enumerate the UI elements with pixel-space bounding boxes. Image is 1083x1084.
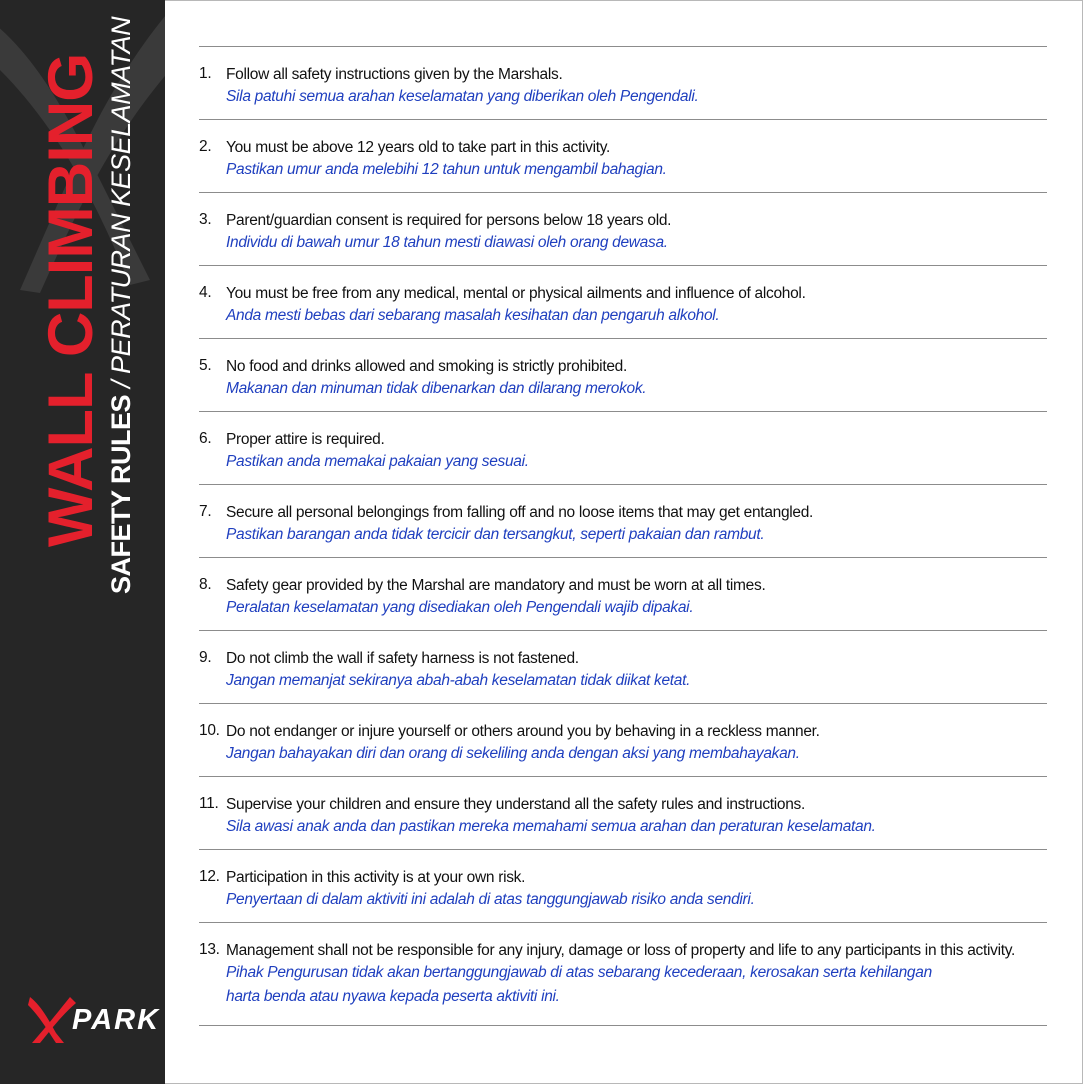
rule-item (199, 485, 1047, 558)
subtitle-malay: PERATURAN KESELAMATAN (106, 16, 136, 374)
rule-english-text: Parent/guardian consent is required for persons below 18 years old. (226, 212, 672, 229)
rule-malay-text: Jangan memanjat sekiranya abah-abah keselamatan tidak diikat ketat. (226, 672, 691, 689)
rule-english-text: Secure all personal belongings from falling off and no loose items that may get entangled. (226, 504, 814, 521)
rule-number: 10. (199, 722, 220, 739)
rule-malay-text: Pastikan barangan anda tidak tercicir dan tersangkut, seperti pakaian dan rambut. (226, 526, 765, 543)
logo-text: PARK (72, 1004, 161, 1036)
rule-english-text: Supervise your children and ensure they understand all the safety rules and instructions. (226, 796, 806, 813)
rule-item (199, 704, 1047, 777)
rule-number: 1. (199, 65, 212, 82)
rule-malay-text: Anda mesti bebas dari sebarang masalah kesihatan dan pengaruh alkohol. (226, 307, 720, 324)
rule-malay-text-line2: harta benda atau nyawa kepada peserta aktiviti ini. (226, 988, 560, 1005)
rule-malay-text: Penyertaan di dalam aktiviti ini adalah di atas tanggungjawab risiko anda sendiri. (226, 891, 755, 908)
rule-number: 4. (199, 284, 212, 301)
rule-malay-text: Pastikan umur anda melebihi 12 tahun untuk mengambil bahagian. (226, 161, 667, 178)
rule-item (199, 266, 1047, 339)
xpark-logo (26, 995, 161, 1045)
rule-malay-text: Pihak Pengurusan tidak akan bertanggungjawab di atas sebarang kecederaan, kerosakan serta kehilangan (226, 964, 932, 981)
rule-malay-text: Makanan dan minuman tidak dibenarkan dan dilarang merokok. (226, 380, 647, 397)
rule-english-text: Do not climb the wall if safety harness is not fastened. (226, 650, 579, 667)
sidebar (0, 0, 165, 1084)
wall-climbing-title: WALL CLIMBING (36, 53, 106, 547)
rule-malay-text: Jangan bahayakan diri dan orang di sekeliling anda dengan aksi yang membahayakan. (226, 745, 800, 762)
rule-english-text: You must be above 12 years old to take part in this activity. (226, 139, 611, 156)
rule-english-text: No food and drinks allowed and smoking is strictly prohibited. (226, 358, 627, 375)
rule-item (199, 777, 1047, 850)
rule-number: 3. (199, 211, 212, 228)
rule-item (199, 47, 1047, 120)
rule-english-text: Do not endanger or injure yourself or others around you by behaving in a reckless manner. (226, 723, 820, 740)
rule-number: 9. (199, 649, 212, 666)
rule-number: 12. (199, 868, 220, 885)
rule-english-text: Follow all safety instructions given by the Marshals. (226, 66, 563, 83)
rule-english-text: You must be free from any medical, mental or physical ailments and influence of alcohol. (226, 285, 806, 302)
rule-item (199, 558, 1047, 631)
rule-malay-text: Peralatan keselamatan yang disediakan oleh Pengendali wajib dipakai. (226, 599, 694, 616)
rule-number: 13. (199, 941, 220, 958)
rule-number: 2. (199, 138, 212, 155)
rule-item (199, 923, 1047, 1026)
rule-english-text: Management shall not be responsible for any injury, damage or loss of property and life to any participants in this activity. (226, 942, 1016, 959)
rule-number: 6. (199, 430, 212, 447)
safety-rules-list (199, 46, 1047, 1026)
rule-item (199, 120, 1047, 193)
rule-item (199, 339, 1047, 412)
rule-number: 7. (199, 503, 212, 520)
rule-malay-text: Sila awasi anak anda dan pastikan mereka memahami semua arahan dan peraturan keselamatan. (226, 818, 876, 835)
rule-malay-text: Sila patuhi semua arahan keselamatan yang diberikan oleh Pengendali. (226, 88, 699, 105)
safety-rules-subtitle (107, 17, 135, 594)
rule-item (199, 193, 1047, 266)
rule-item (199, 412, 1047, 485)
rule-item (199, 631, 1047, 704)
rule-number: 11. (199, 795, 219, 812)
subtitle-separator: / (106, 373, 136, 395)
rule-number: 8. (199, 576, 212, 593)
rule-malay-text: Pastikan anda memakai pakaian yang sesuai. (226, 453, 529, 470)
subtitle-english: SAFETY RULES (106, 394, 136, 594)
rule-english-text: Proper attire is required. (226, 431, 385, 448)
rule-english-text: Safety gear provided by the Marshal are mandatory and must be worn at all times. (226, 577, 766, 594)
x-logo-icon (26, 995, 78, 1045)
rule-number: 5. (199, 357, 212, 374)
rule-item (199, 850, 1047, 923)
rule-english-text: Participation in this activity is at your own risk. (226, 869, 526, 886)
rule-malay-text: Individu di bawah umur 18 tahun mesti diawasi oleh orang dewasa. (226, 234, 668, 251)
